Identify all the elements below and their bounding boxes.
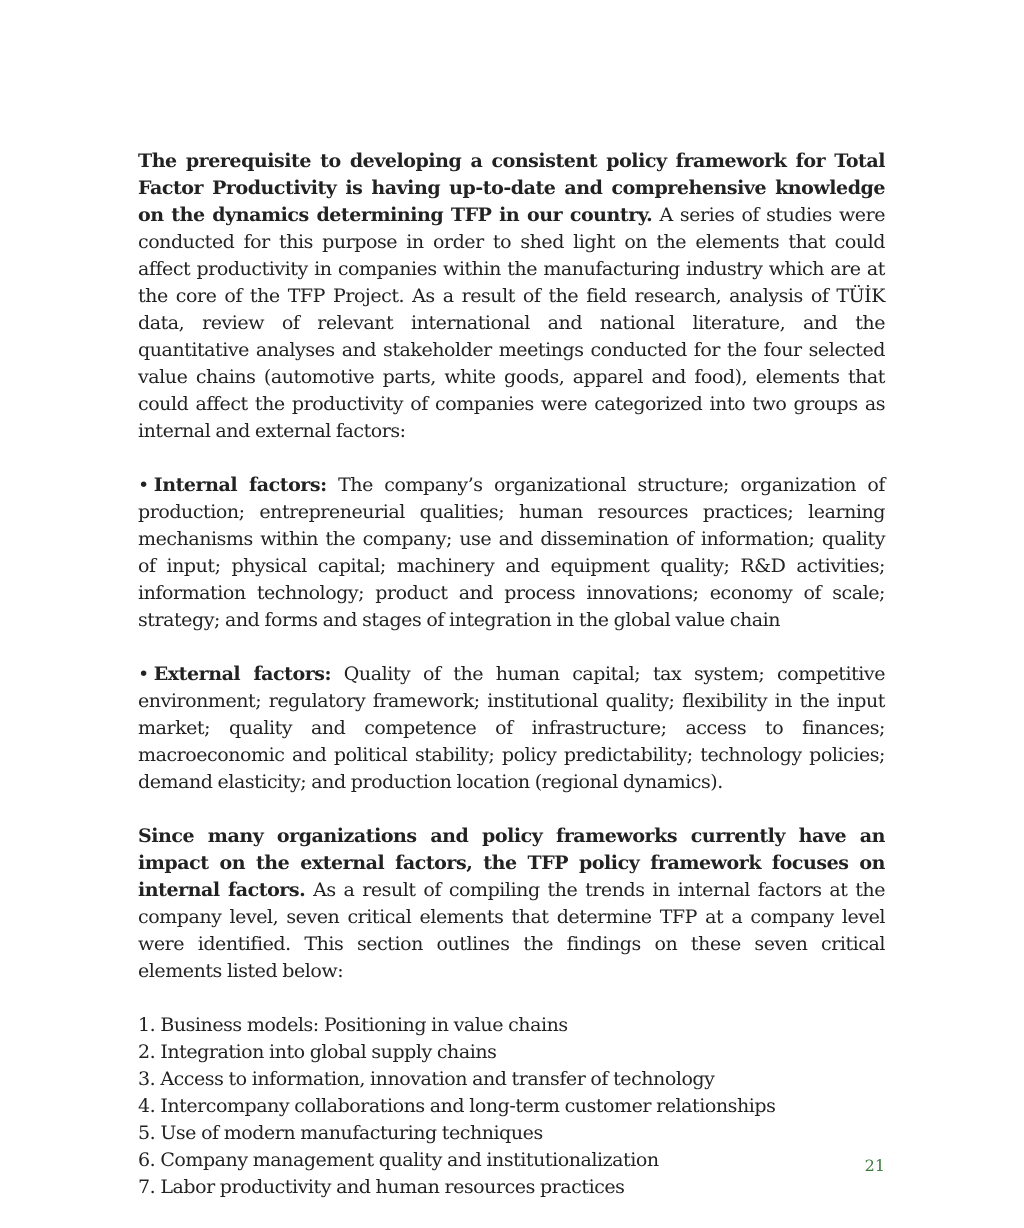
- page-content: [138, 148, 885, 1201]
- list-item: 5. Use of modern manufacturing techniques: [138, 1122, 543, 1144]
- internal-factors-text: The company’s organizational structure; organization of production; entrepreneurial qualities; human resources practices; learning mechanisms within the company; use and dissemination of information; quality of input; physical capital; machinery and equipment quality; R&D activities; information technology; product and process innovations; economy of scale; strategy; and forms and stages of integration in the global value chain: [138, 474, 885, 631]
- list-item: 6. Company management quality and institutionalization: [138, 1149, 659, 1171]
- critical-elements-list: [138, 1012, 885, 1201]
- focus-text: As a result of compiling the trends in internal factors at the company level, seven critical elements that determine TFP at a company level were identified. This section outlines the findings on these seven critical elements listed below:: [138, 879, 885, 982]
- list-item: 1. Business models: Positioning in value chains: [138, 1014, 568, 1036]
- intro-bold-text: The prerequisite to developing a consistent policy framework for Total Factor Productivity is having up-to-date and comprehensive knowledge on the dynamics determining TFP in our country.: [138, 150, 885, 226]
- external-factors-label: External factors:: [153, 663, 332, 685]
- focus-bold-text: Since many organizations and policy frameworks currently have an impact on the external factors, the TFP policy framework focuses on internal factors.: [138, 825, 885, 901]
- intro-paragraph: [138, 148, 885, 445]
- focus-paragraph: [138, 823, 885, 985]
- external-factors-text: Quality of the human capital; tax system; competitive environment; regulatory framework; institutional quality; flexibility in the input market; quality and competence of infrastructure; access to finances; macroeconomic and political stability; policy predictability; technology policies; demand elasticity; and production location (regional dynamics).: [138, 663, 886, 793]
- external-factors-paragraph: [138, 661, 885, 796]
- list-item: 7. Labor productivity and human resources practices: [138, 1176, 625, 1198]
- page-number: 21: [864, 1156, 885, 1175]
- bullet-icon: •: [138, 474, 149, 496]
- list-item: 2. Integration into global supply chains: [138, 1041, 497, 1063]
- intro-text: A series of studies were conducted for this purpose in order to shed light on the elements that could affect productivity in companies within the manufacturing industry which are at the core of the TFP Project. As a result of the field research, analysis of TÜİK data, review of relevant international and national literature, and the quantitative analyses and stakeholder meetings conducted for the four selected value chains (automotive parts, white goods, apparel and food), elements that could affect the productivity of companies were categorized into two groups as internal and external factors:: [138, 204, 885, 442]
- internal-factors-paragraph: [138, 472, 885, 634]
- list-item: 4. Intercompany collaborations and long-term customer relationships: [138, 1095, 776, 1117]
- internal-factors-label: Internal factors:: [153, 474, 327, 496]
- bullet-icon: •: [138, 663, 149, 685]
- list-item: 3. Access to information, innovation and transfer of technology: [138, 1068, 715, 1090]
